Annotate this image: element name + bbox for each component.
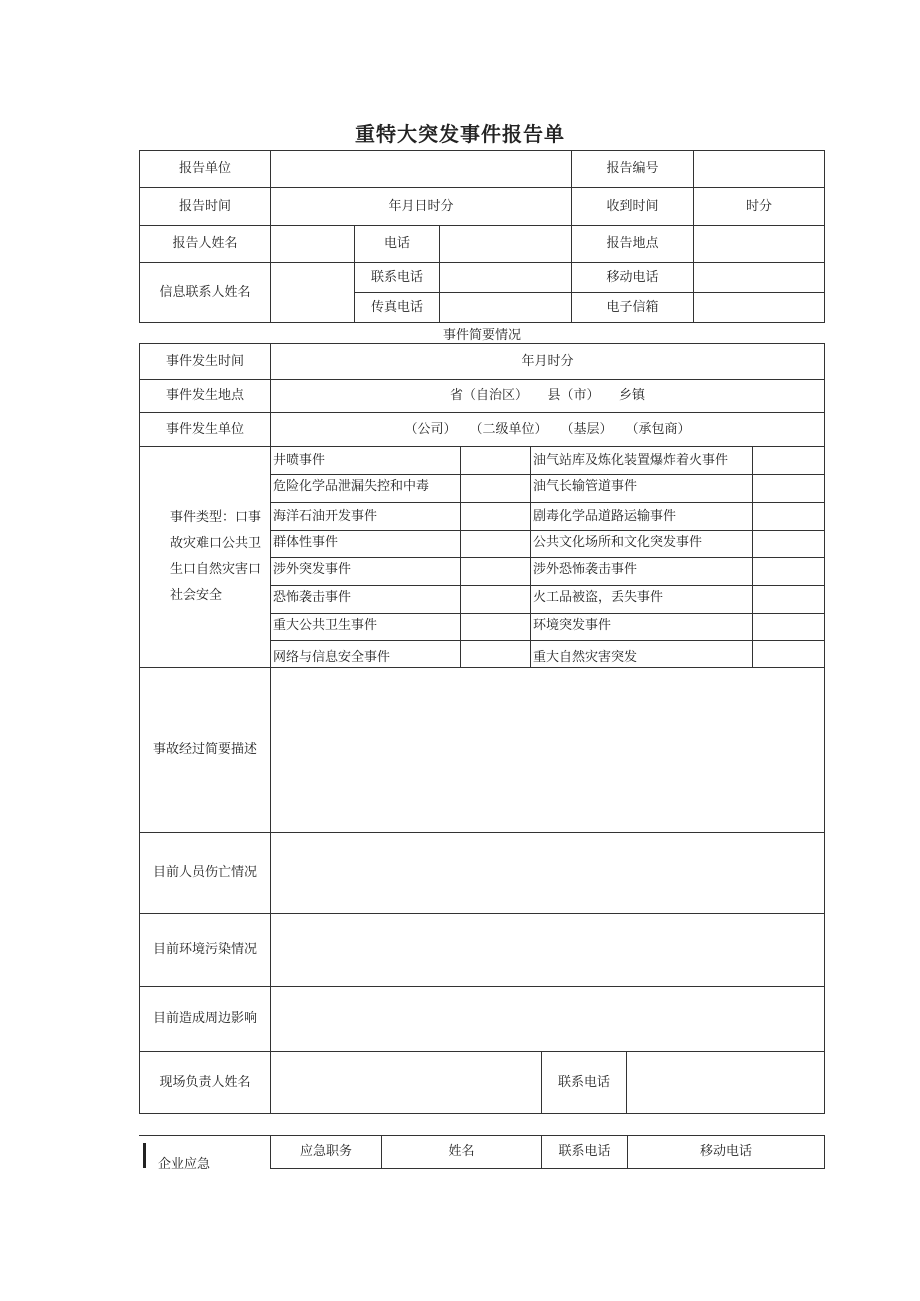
event-type-right: 环境突发事件	[530, 613, 753, 641]
event-type-check[interactable]	[460, 502, 531, 531]
event-place-label: 事件发生地点	[139, 379, 271, 413]
received-time-label: 收到时间	[571, 187, 694, 226]
pollution-label: 目前环境污染情况	[139, 913, 271, 987]
event-type-left: 重大公共卫生事件	[270, 613, 461, 641]
report-no-label: 报告编号	[571, 150, 694, 188]
event-type-right: 火工品被盗，丢失事件	[530, 585, 753, 614]
section-caption: 事件简要情况	[442, 328, 521, 343]
event-type-right: 涉外恐怖袭击事件	[530, 557, 753, 586]
event-time-label: 事件发生时间	[139, 343, 271, 380]
impact-label: 目前造成周边影响	[139, 986, 271, 1052]
event-type-check[interactable]	[752, 446, 825, 475]
email-field[interactable]	[693, 292, 825, 323]
fax-label: 传真电话	[354, 292, 440, 323]
event-unit-label: 事件发生单位	[139, 412, 271, 447]
event-type-left: 井喷事件	[270, 446, 461, 475]
email-label: 电子信箱	[571, 292, 694, 323]
event-place-field[interactable]: 省（自治区） 县（市） 乡镇	[270, 379, 825, 413]
report-location-field[interactable]	[693, 225, 825, 263]
report-unit-label: 报告单位	[139, 150, 271, 188]
emergency-header-cell: 联系电话	[541, 1135, 628, 1169]
casualties-label: 目前人员伤亡情况	[139, 832, 271, 914]
event-type-left: 危险化学品泄漏失控和中毒	[270, 474, 461, 503]
contact-phone-field[interactable]	[439, 262, 572, 293]
event-type-label: 事件类型：口事故灾难口公共卫生口自然灾害口社会安全	[139, 446, 271, 668]
event-type-left: 网络与信息安全事件	[270, 640, 461, 668]
report-time-field[interactable]: 年月日时分	[270, 187, 572, 226]
event-type-check[interactable]	[460, 446, 531, 475]
event-type-check[interactable]	[752, 557, 825, 586]
onsite-phone-label: 联系电话	[541, 1051, 627, 1114]
phone-field[interactable]	[439, 225, 572, 263]
event-type-check[interactable]	[460, 530, 531, 558]
event-type-check[interactable]	[460, 613, 531, 641]
mobile-label: 移动电话	[571, 262, 694, 293]
event-type-check[interactable]	[752, 640, 825, 668]
event-type-check[interactable]	[752, 474, 825, 503]
event-type-left: 恐怖袭击事件	[270, 585, 461, 614]
event-type-check[interactable]	[752, 530, 825, 558]
pollution-field[interactable]	[270, 913, 825, 987]
impact-field[interactable]	[270, 986, 825, 1052]
event-type-left: 海洋石油开发事件	[270, 502, 461, 531]
description-field[interactable]	[270, 667, 825, 833]
event-type-left: 群体性事件	[270, 530, 461, 558]
event-type-left: 涉外突发事件	[270, 557, 461, 586]
event-type-check[interactable]	[752, 502, 825, 531]
phone-label: 电话	[354, 225, 440, 263]
event-type-check[interactable]	[460, 474, 531, 503]
event-type-right: 油气长输管道事件	[530, 474, 753, 503]
event-type-check[interactable]	[752, 613, 825, 641]
event-unit-field[interactable]: （公司） （二级单位） （基层） （承包商）	[270, 412, 825, 447]
event-type-right: 剧毒化学品道路运输事件	[530, 502, 753, 531]
event-time-field[interactable]: 年月时分	[270, 343, 825, 380]
emergency-header-cell: 应急职务	[270, 1135, 382, 1169]
mobile-field[interactable]	[693, 262, 825, 293]
report-location-label: 报告地点	[571, 225, 694, 263]
event-type-check[interactable]	[460, 640, 531, 668]
reporter-name-field[interactable]	[270, 225, 355, 263]
casualties-field[interactable]	[270, 832, 825, 914]
section-marker	[143, 1143, 146, 1168]
event-type-check[interactable]	[752, 585, 825, 614]
report-time-label: 报告时间	[139, 187, 271, 226]
event-type-right: 油气站库及炼化装置爆炸着火事件	[530, 446, 753, 475]
emergency-top-rule	[139, 1135, 271, 1136]
event-type-check[interactable]	[460, 557, 531, 586]
emergency-header-cell: 姓名	[381, 1135, 542, 1169]
onsite-phone-field[interactable]	[626, 1051, 825, 1114]
event-type-right: 公共文化场所和文化突发事件	[530, 530, 753, 558]
event-type-right: 重大自然灾害突发	[530, 640, 753, 668]
description-label: 事故经过简要描述	[139, 667, 271, 833]
contact-name-field[interactable]	[270, 262, 355, 323]
onsite-leader-label: 现场负责人姓名	[139, 1051, 271, 1114]
page-title: 重特大突发事件报告单	[355, 122, 565, 146]
emergency-label: 企业应急	[158, 1157, 211, 1172]
event-type-check[interactable]	[460, 585, 531, 614]
contact-name-label: 信息联系人姓名	[139, 262, 271, 323]
report-no-field[interactable]	[693, 150, 825, 188]
received-time-field[interactable]: 时分	[693, 187, 825, 226]
fax-field[interactable]	[439, 292, 572, 323]
onsite-leader-field[interactable]	[270, 1051, 542, 1114]
reporter-name-label: 报告人姓名	[139, 225, 271, 263]
report-unit-field[interactable]	[270, 150, 572, 188]
contact-phone-label: 联系电话	[354, 262, 440, 293]
emergency-header-cell: 移动电话	[627, 1135, 825, 1169]
